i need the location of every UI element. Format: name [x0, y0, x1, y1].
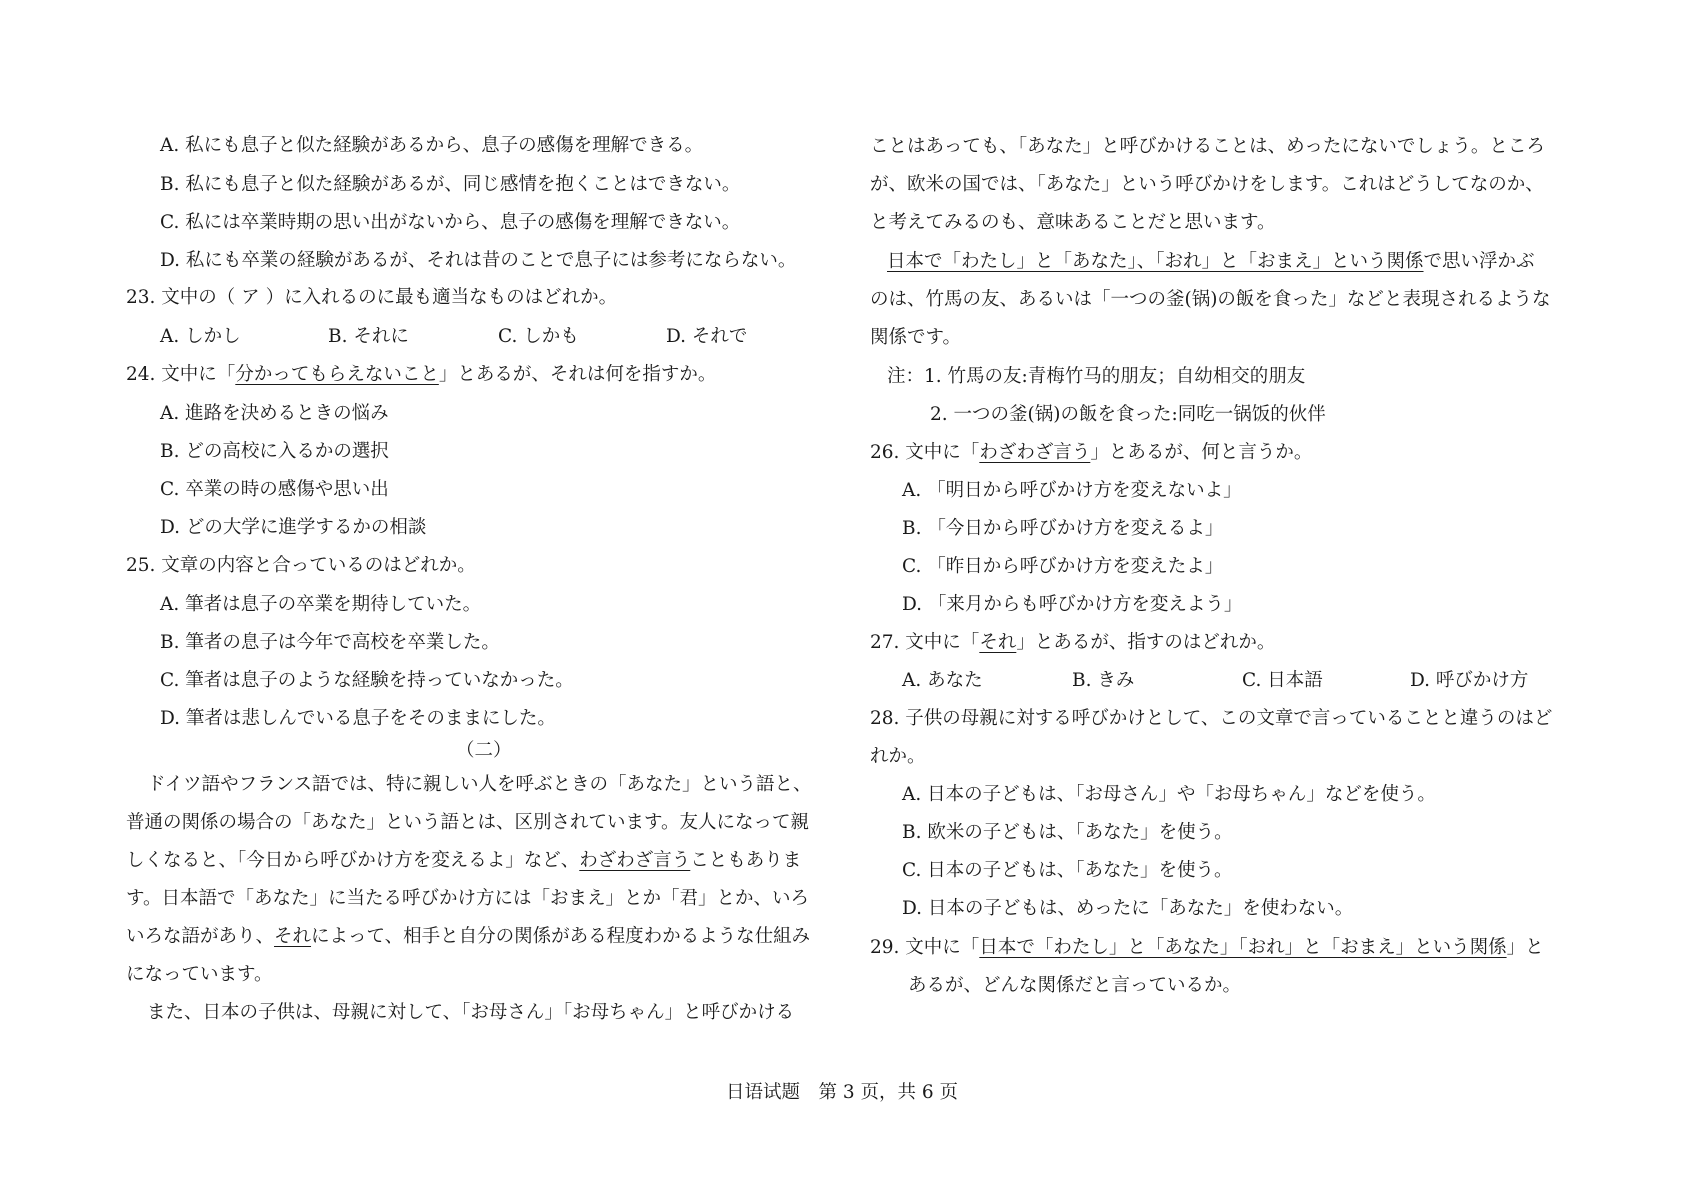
- q27-underlined-phrase: それ: [979, 632, 1017, 653]
- right-passage-line-1: ことはあっても、「あなた」と呼びかけることは、めったにないでしょう。ところ: [870, 136, 1545, 157]
- note-1: 注：1. 竹馬の友:青梅竹马的朋友；自幼相交的朋友: [887, 366, 1306, 387]
- q28-option-a: A. 日本の子どもは、「お母さん」や「お母ちゃん」などを使う。: [902, 784, 1436, 805]
- q26-stem-pre: 26. 文中に「: [870, 442, 980, 463]
- q27-stem: [870, 630, 1275, 656]
- q29-underlined-phrase: 日本で「わたし」と「あなた」「おれ」と「おまえ」という関係: [979, 937, 1507, 958]
- q28-stem-line-1: 28. 子供の母親に対する呼びかけとして、この文章で言っていることと違うのはど: [870, 708, 1553, 729]
- q27-option-a: A. あなた: [902, 670, 983, 691]
- right-passage-line-4: [887, 249, 1535, 275]
- q24-stem: [126, 362, 716, 388]
- passage-line-4: す。日本語で「あなた」に当たる呼びかけ方には「おまえ」とか「君」とか、いろ: [126, 888, 810, 909]
- q26-underlined-phrase: わざわざ言う: [979, 442, 1091, 463]
- passage-line-6: になっています。: [126, 964, 273, 985]
- q27-stem-pre: 27. 文中に「: [870, 632, 980, 653]
- note-2: 2. 一つの釜(锅)の飯を食った:同吃一锅饭的伙伴: [930, 404, 1326, 425]
- q25-option-d: D. 筆者は悲しんでいる息子をそのままにした。: [160, 708, 556, 729]
- q26-stem: [870, 440, 1312, 466]
- q29-stem-line-2: あるが、どんな関係だと言っているか。: [908, 975, 1242, 996]
- passage-underlined-wazawaza: わざわざ言う: [579, 850, 691, 871]
- q25-option-c: C. 筆者は息子のような経験を持っていなかった。: [160, 670, 574, 691]
- q22-option-d: D. 私にも卒業の経験があるが、それは昔のことで息子には参考にならない。: [160, 250, 797, 271]
- q23-option-c: C. しかも: [498, 326, 579, 347]
- passage-line-1: ドイツ語やフランス語では、特に親しい人を呼ぶときの「あなた」という語と、: [147, 774, 812, 795]
- q26-option-d: D. 「来月からも呼びかけ方を変えよう」: [902, 594, 1243, 615]
- q26-option-a: A. 「明日から呼びかけ方を変えないよ」: [902, 480, 1242, 501]
- right-passage-line-3: と考えてみるのも、意味あることだと思います。: [870, 212, 1276, 233]
- q26-stem-post: 」とあるが、何と言うか。: [1090, 442, 1313, 463]
- q27-stem-post: 」とあるが、指すのはどれか。: [1016, 632, 1276, 653]
- right-passage-line-2: が、欧米の国では、「あなた」という呼びかけをします。これはどうしてなのか、: [870, 174, 1544, 195]
- passage-line-2: 普通の関係の場合の「あなた」という語とは、区別されています。友人になって親: [126, 812, 810, 833]
- q27-option-b: B. きみ: [1072, 670, 1135, 691]
- passage-line-3-pre: しくなると、「今日から呼びかけ方を変えるよ」など、: [126, 850, 580, 871]
- page-footer: 日语试题 第 3 页，共 6 页: [725, 1082, 959, 1103]
- passage-line-5-post: によって、相手と自分の関係がある程度わかるような仕組み: [311, 926, 811, 947]
- q24-option-d: D. どの大学に進学するかの相談: [160, 517, 427, 538]
- q28-stem-line-2: れか。: [870, 746, 926, 767]
- q23-option-d: D. それで: [666, 326, 748, 347]
- q29-stem-post: 」と: [1506, 937, 1544, 958]
- q24-option-c: C. 卒業の時の感傷や思い出: [160, 479, 389, 500]
- right-passage-line-4-post: で思い浮かぶ: [1423, 251, 1535, 272]
- q28-option-c: C. 日本の子どもは、「あなた」を使う。: [902, 860, 1233, 881]
- right-passage-underlined-relation: 日本で「わたし」と「あなた」、「おれ」と「おまえ」という関係: [887, 251, 1424, 272]
- q24-stem-pre: 24. 文中に「: [126, 364, 236, 385]
- passage-line-7: また、日本の子供は、母親に対して、「お母さん」「お母ちゃん」と呼びかける: [147, 1002, 795, 1023]
- q23-option-b: B. それに: [328, 326, 409, 347]
- q22-option-a: A. 私にも息子と似た経験があるから、息子の感傷を理解できる。: [160, 135, 704, 156]
- passage-line-5: [126, 924, 810, 950]
- q28-option-d: D. 日本の子どもは、めったに「あなた」を使わない。: [902, 898, 1354, 919]
- passage-line-3: [126, 848, 801, 874]
- q27-option-c: C. 日本語: [1242, 670, 1323, 691]
- q24-option-b: B. どの高校に入るかの選択: [160, 441, 389, 462]
- q25-stem: 25. 文章の内容と合っているのはどれか。: [126, 555, 476, 576]
- q26-option-b: B. 「今日から呼びかけ方を変えるよ」: [902, 518, 1224, 539]
- right-passage-line-6: 関係です。: [870, 327, 962, 348]
- passage-line-3-post: こともありま: [690, 850, 802, 871]
- q27-option-d: D. 呼びかけ方: [1410, 670, 1529, 691]
- passage-line-5-pre: いろな語があり、: [126, 926, 275, 947]
- right-passage-line-5: のは、竹馬の友、あるいは「一つの釜(锅)の飯を食った」などと表現されるような: [870, 289, 1551, 310]
- q22-option-b: B. 私にも息子と似た経験があるが、同じ感情を抱くことはできない。: [160, 174, 741, 195]
- passage-underlined-sore: それ: [274, 926, 312, 947]
- section-title: （二）: [456, 740, 512, 761]
- q25-option-b: B. 筆者の息子は今年で高校を卒業した。: [160, 632, 500, 653]
- q23-stem: 23. 文中の（ ア ）に入れるのに最も適当なものはどれか。: [126, 287, 618, 308]
- q25-option-a: A. 筆者は息子の卒業を期待していた。: [160, 594, 482, 615]
- q29-stem-pre: 29. 文中に「: [870, 937, 980, 958]
- q24-stem-post: 」とあるが、それは何を指すか。: [438, 364, 717, 385]
- q28-option-b: B. 欧米の子どもは、「あなた」を使う。: [902, 822, 1233, 843]
- q24-option-a: A. 進路を決めるときの悩み: [160, 403, 389, 424]
- q23-option-a: A. しかし: [160, 326, 241, 347]
- q24-underlined-phrase: 分かってもらえないこと: [235, 364, 439, 385]
- q29-stem: [870, 935, 1544, 961]
- q26-option-c: C. 「昨日から呼びかけ方を変えたよ」: [902, 556, 1224, 577]
- q22-option-c: C. 私には卒業時期の思い出がないから、息子の感傷を理解できない。: [160, 212, 741, 233]
